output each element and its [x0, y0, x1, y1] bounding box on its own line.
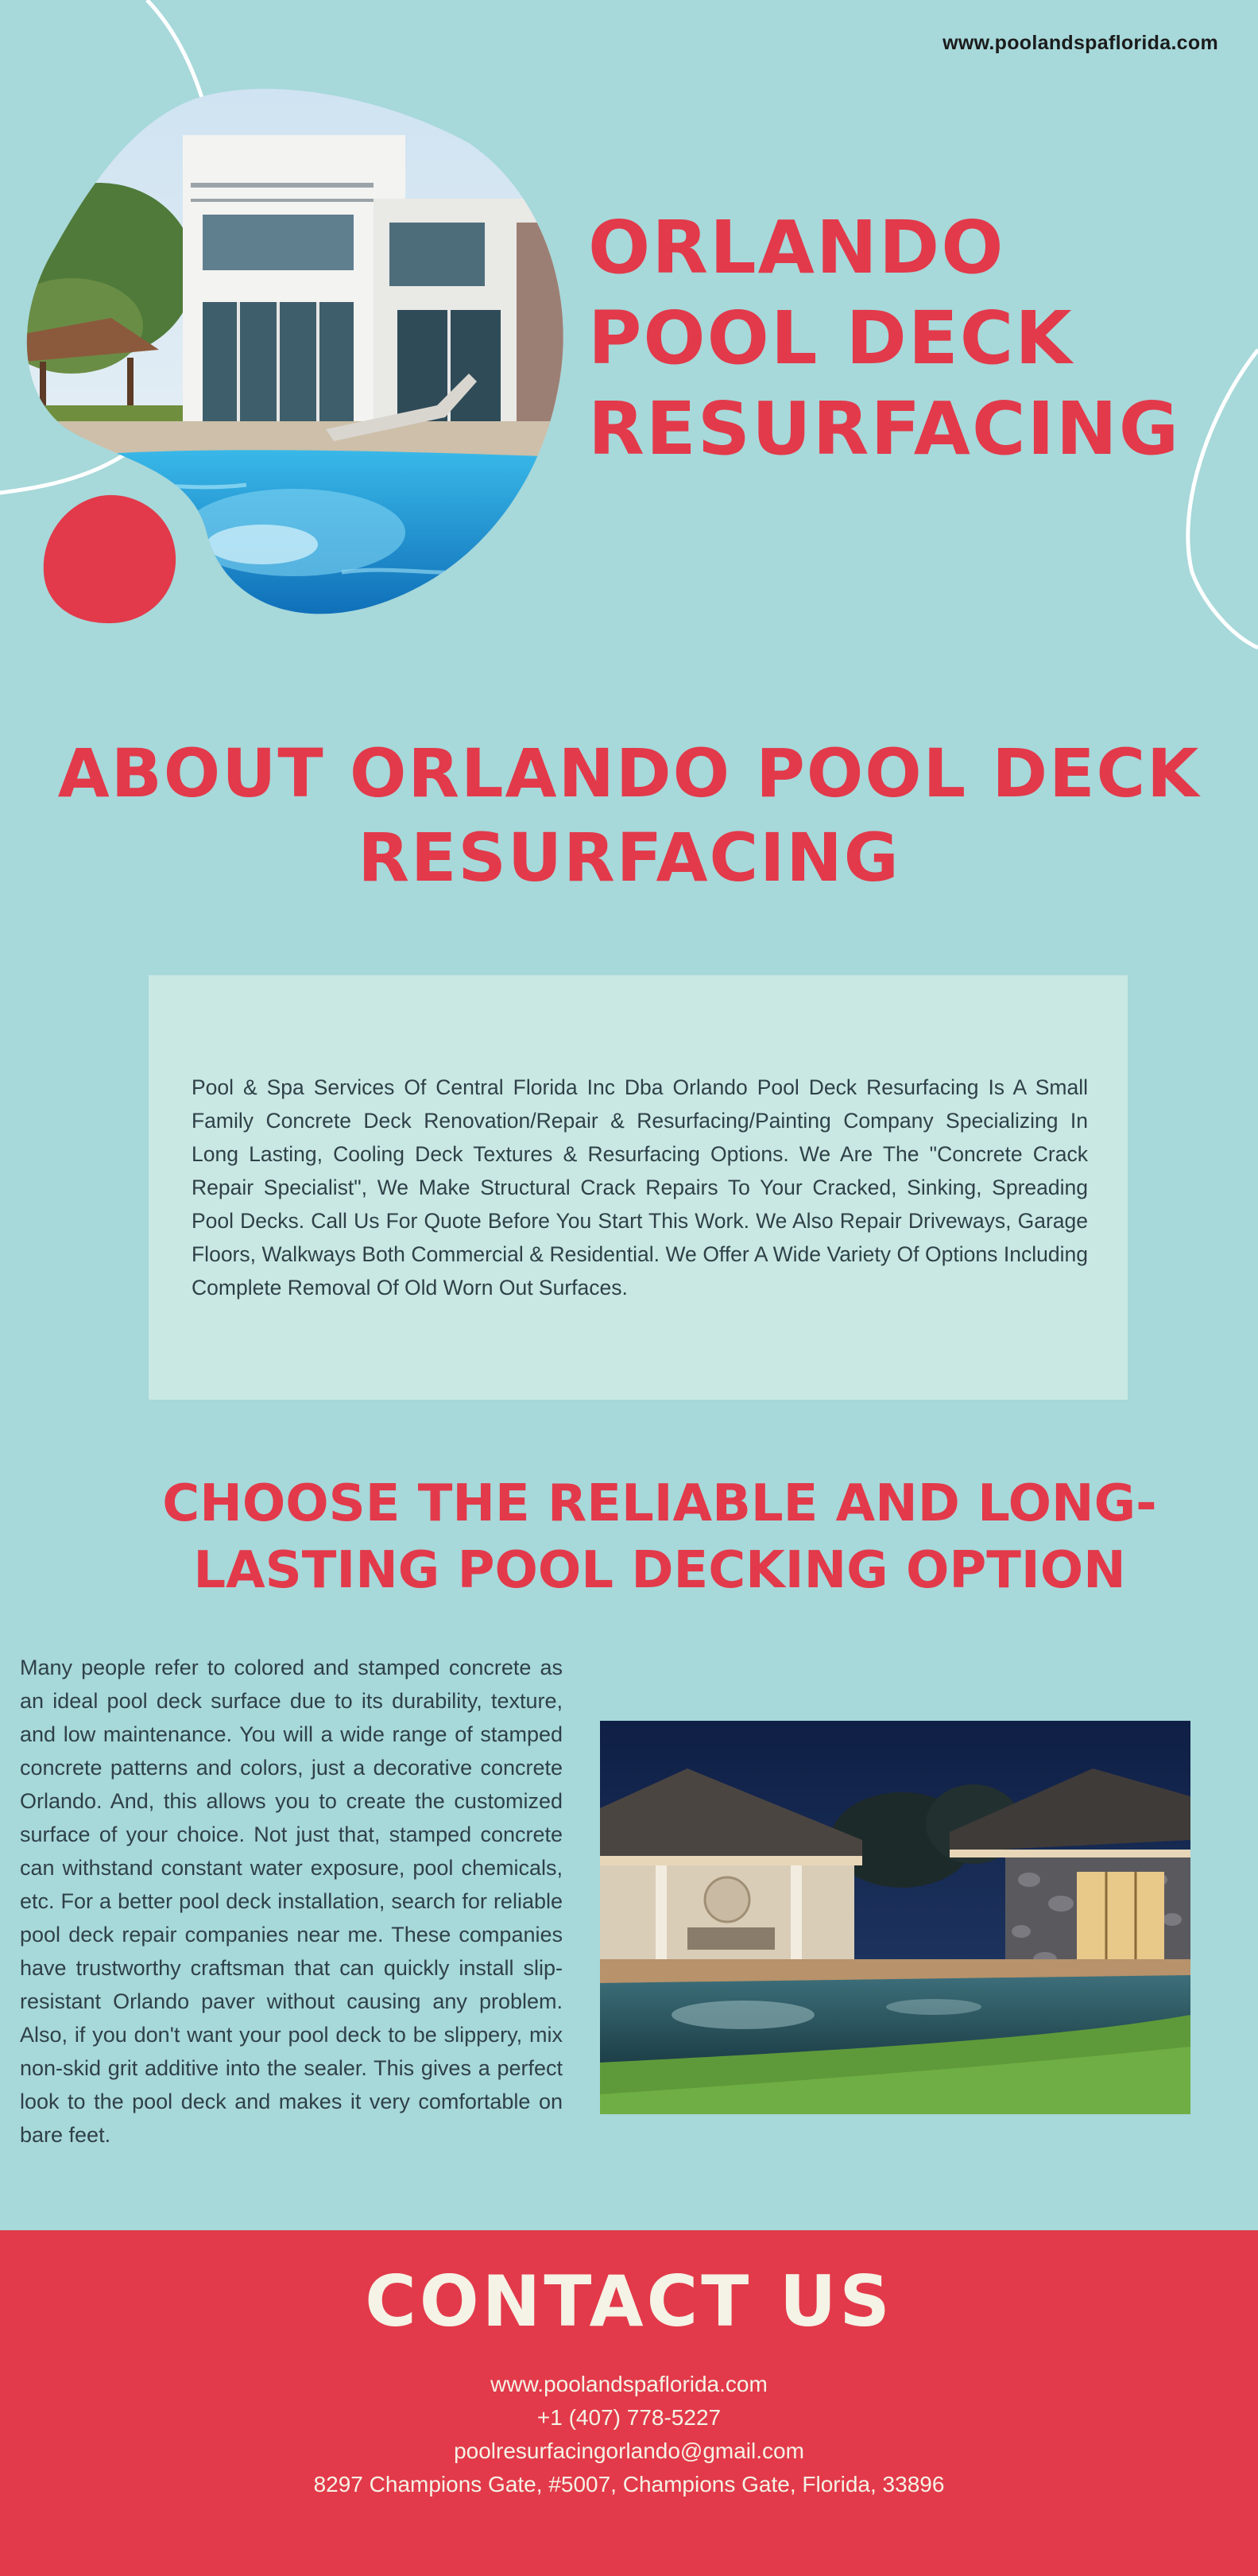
choose-section-title: CHOOSE THE RELIABLE AND LONG-LASTING POOL DECKING OPTION [162, 1474, 1157, 1600]
contact-email[interactable]: poolresurfacingorlando@gmail.com [454, 2438, 804, 2463]
choose-paragraph: Many people refer to colored and stamped concrete as an ideal pool deck surface due to its durability, texture, and low maintenance. You will a wide range of stamped concrete patterns and colors, just a decorative concrete Orlando. And, this allows you to create the customized surface of your choice. Not just that, stamped concrete can withstand constant water exposure, pool chemicals, etc. For a better pool deck installation, search for reliable pool deck repair companies near me. These companies have trustworthy craftsman that can quickly install slip-resistant Orlando paver without causing any problem. Also, if you don't want your pool deck to be slippery, mix non-skid grit additive into the sealer. This gives a perfect look to the pool deck and makes it very comfortable on bare feet. [20, 1656, 563, 2147]
red-decorative-blob [41, 493, 178, 624]
contact-phone[interactable]: +1 (407) 778-5227 [536, 2405, 722, 2430]
about-panel [149, 975, 1128, 1400]
contact-details [0, 2368, 1258, 2501]
contact-footer [0, 2230, 1258, 2576]
contact-title: CONTACT US [365, 2260, 893, 2342]
header-website-url[interactable]: www.poolandspaflorida.com [943, 32, 1218, 54]
contact-website-link[interactable]: www.poolandspaflorida.com [490, 2372, 768, 2396]
hero-title: ORLANDO POOL DECK RESURFACING [588, 205, 1181, 471]
night-pool-photo [600, 1721, 1190, 2114]
contact-address: 8297 Champions Gate, #5007, Champions Gate, Florida, 33896 [313, 2472, 945, 2497]
about-section-title: ABOUT ORLANDO POOL DECK RESURFACING [57, 734, 1201, 897]
about-paragraph: Pool & Spa Services Of Central Florida Inc Dba Orlando Pool Deck Resurfacing Is A Small Family Concrete Deck Renovation/Repair & Resurfacing/Painting Company Specializing In Long Lasting, Cooling Deck Textures & Resurfacing Options. We Are The "Concrete Crack Repair Specialist", We Make Structural Crack Repairs To Your Cracked, Sinking, Spreading Pool Decks. Call Us For Quote Before You Start This Work. We Also Repair Driveways, Garage Floors, Walkways Both Commercial & Residential. We Offer A Wide Variety Of Options Including Complete Removal Of Old Worn Out Surfaces. [192, 1075, 1088, 1300]
